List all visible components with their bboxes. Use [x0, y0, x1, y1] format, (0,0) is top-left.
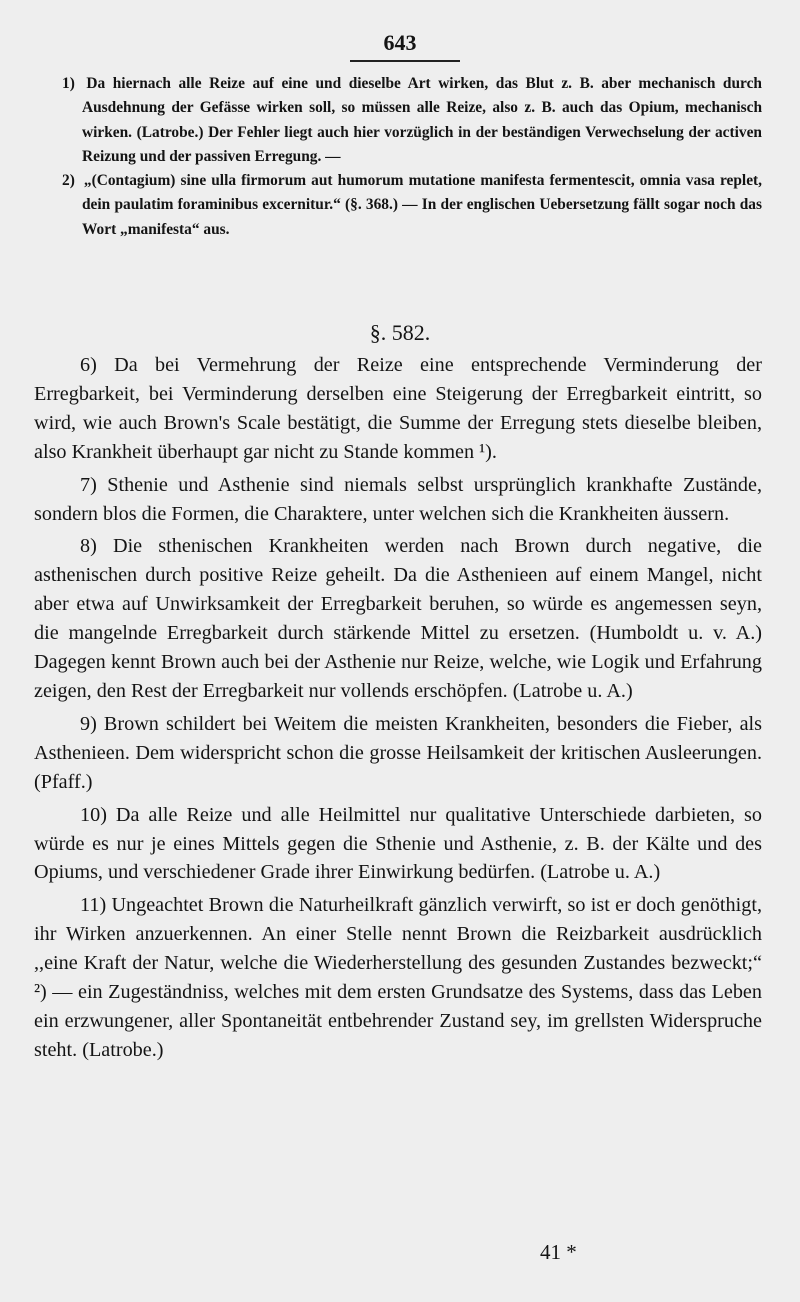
footnote-2 [62, 169, 762, 242]
paragraph-9: 9) Brown schildert bei Weitem die meisten Krankheiten, besonders die Fieber, als Asthenieen. Dem widerspricht schon die grosse Heilsamkeit der kritischen Ausleerungen. (Pfaff.) [34, 712, 762, 793]
footnote-2-marker: 2) [62, 172, 75, 190]
footnote-1-text: Da hiernach alle Reize auf eine und dieselbe Art wirken, das Blut z. B. aber mechanisch durch Ausdehnung der Gefässe wirken soll, so müssen alle Reize, also z. B. auch das Opium, mechanisch wirken. (Latrobe.) Der Fehler liegt auch hier vorzüglich in der beständigen Verwechselung der activen Reizung und der passiven Erregung. — [82, 75, 762, 165]
paragraph-8: 8) Die sthenischen Krankheiten werden nach Brown durch negative, die asthenischen durch positive Reize geheilt. Da die Asthenieen auf einem Mangel, nicht aber etwa auf Unwirksamkeit der Erregbarkeit beruhen, so würde es angemessen seyn, die mangelnde Erregbarkeit durch stärkende Mittel zu ersetzen. (Humboldt u. v. A.) Dagegen kennt Brown auch bei der Asthenie nur Reize, welche, wie Logik und Erfahrung zeigen, den Rest der Erregbarkeit nur vollends erschöpfen. (Latrobe u. A.) [34, 535, 762, 702]
section-heading: §. 582. [369, 320, 431, 345]
paragraph-7: 7) Sthenie und Asthenie sind niemals selbst ursprünglich krankhafte Zustände, sondern blos die Formen, die Charaktere, unter welchen sich die Krankheiten äussern. [34, 473, 762, 525]
signature-mark: 41 * [540, 1240, 577, 1264]
paragraph-6: 6) Da bei Vermehrung der Reize eine entsprechende Verminderung der Erregbarkeit, bei Verminderung derselben eine Steigerung der Erregbarkeit eintritt, so wird, wie auch Brown's Scale bestätigt, die Summe der Erregung stets dieselbe bleiben, also Krankheit überhaupt gar nicht zu Stande kommen ¹). [34, 354, 762, 463]
main-text [34, 351, 762, 1069]
paragraph-11: 11) Ungeachtet Brown die Naturheilkraft gänzlich verwirft, so ist er doch genöthigt, ihr Wirken anzuerkennen. An einer Stelle nennt Brown die Reizbarkeit ausdrücklich ,,eine Kraft der Natur, welche die Wiederherstellung des gesunden Zustandes bezweckt;“ ²) — ein Zugeständniss, welches mit dem ersten Grundsatze des Systems, dass das Leben ein erzwungener, aller Spontaneität entbehrender Zustand sey, im grellsten Widerspruche steht. (Latrobe.) [34, 894, 762, 1061]
footnote-1-marker: 1) [62, 75, 75, 92]
footnote-1 [62, 72, 762, 169]
page-number: 643 [383, 30, 417, 55]
footnotes-block [62, 72, 762, 242]
footnote-2-text: „(Contagium) sine ulla firmorum aut humorum mutatione manifesta fermentescit, omnia vasa replet, dein paulatim foraminibus excernitur.“ (§. 368.) — In der englischen Uebersetzung fällt sogar noch das Wort „manifesta“ aus. [82, 172, 762, 238]
paragraph-10: 10) Da alle Reize und alle Heilmittel nur qualitative Unterschiede darbieten, so würde es nur je eines Mittels gegen die Sthenie und Asthenie, z. B. der Kälte und des Opiums, und verschiedener Grade ihrer Einwirkung bedürfen. (Latrobe u. A.) [34, 803, 762, 884]
header-rule [350, 60, 460, 62]
